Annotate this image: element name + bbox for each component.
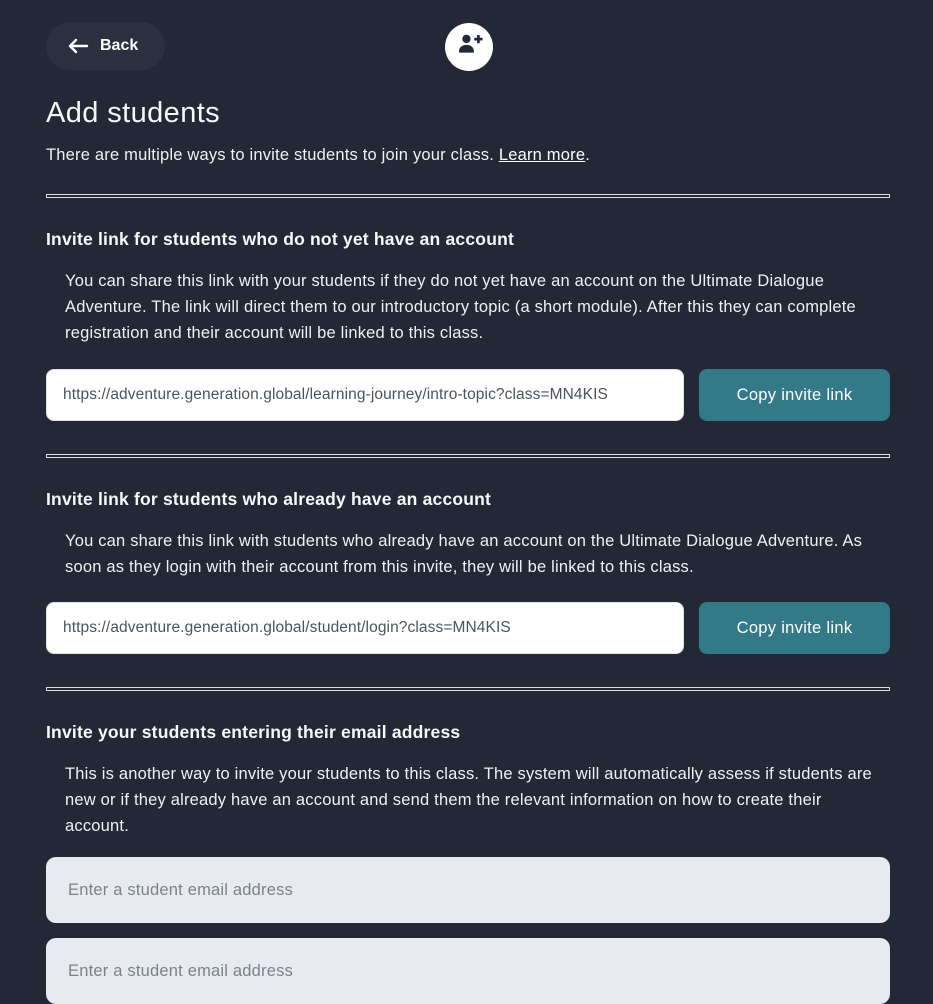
invite-link-row-existing-account — [46, 602, 890, 654]
student-email-input-2[interactable] — [46, 938, 890, 1004]
back-button-label: Back — [100, 37, 139, 54]
intro-text-main: There are multiple ways to invite students to join your class. — [46, 146, 495, 164]
student-email-input-1[interactable] — [46, 857, 890, 923]
section-body-existing-account: You can share this link with students who already have an account on the Ultimate Dialogue Adventure. As soon as they login with their account from this invite, they will be linked to this class. — [65, 532, 863, 576]
invite-link-input-existing-account[interactable] — [46, 602, 684, 654]
divider — [46, 454, 890, 458]
add-student-badge — [445, 23, 493, 71]
intro-text-suffix: . — [585, 146, 590, 164]
invite-link-row-no-account — [46, 369, 890, 421]
copy-invite-link-button-existing-account[interactable]: Copy invite link — [699, 602, 890, 654]
arrow-left-icon — [67, 38, 89, 54]
intro-text — [46, 146, 890, 165]
divider — [46, 194, 890, 198]
section-heading-email-invite: Invite your students entering their email address — [46, 722, 461, 742]
person-plus-icon — [456, 31, 483, 63]
learn-more-link[interactable]: Learn more — [498, 146, 586, 164]
back-button[interactable] — [46, 22, 165, 70]
page-title: Add students — [46, 97, 221, 129]
section-heading-no-account: Invite link for students who do not yet have an account — [46, 229, 514, 249]
invite-link-input-no-account[interactable] — [46, 369, 684, 421]
divider — [46, 687, 890, 691]
section-body-no-account: You can share this link with your students if they do not yet have an account on the Ultimate Dialogue Adventure. The link will direct them to our introductory topic (a short module). After this they can complete registration and their account will be linked to this class. — [65, 272, 856, 342]
copy-invite-link-button-no-account[interactable]: Copy invite link — [699, 369, 890, 421]
section-body-email-invite: This is another way to invite your students to this class. The system will automatically assess if students are new or if they already have an account and send them the relevant information on how to create their account. — [65, 765, 872, 835]
section-heading-existing-account: Invite link for students who already have an account — [46, 489, 492, 509]
